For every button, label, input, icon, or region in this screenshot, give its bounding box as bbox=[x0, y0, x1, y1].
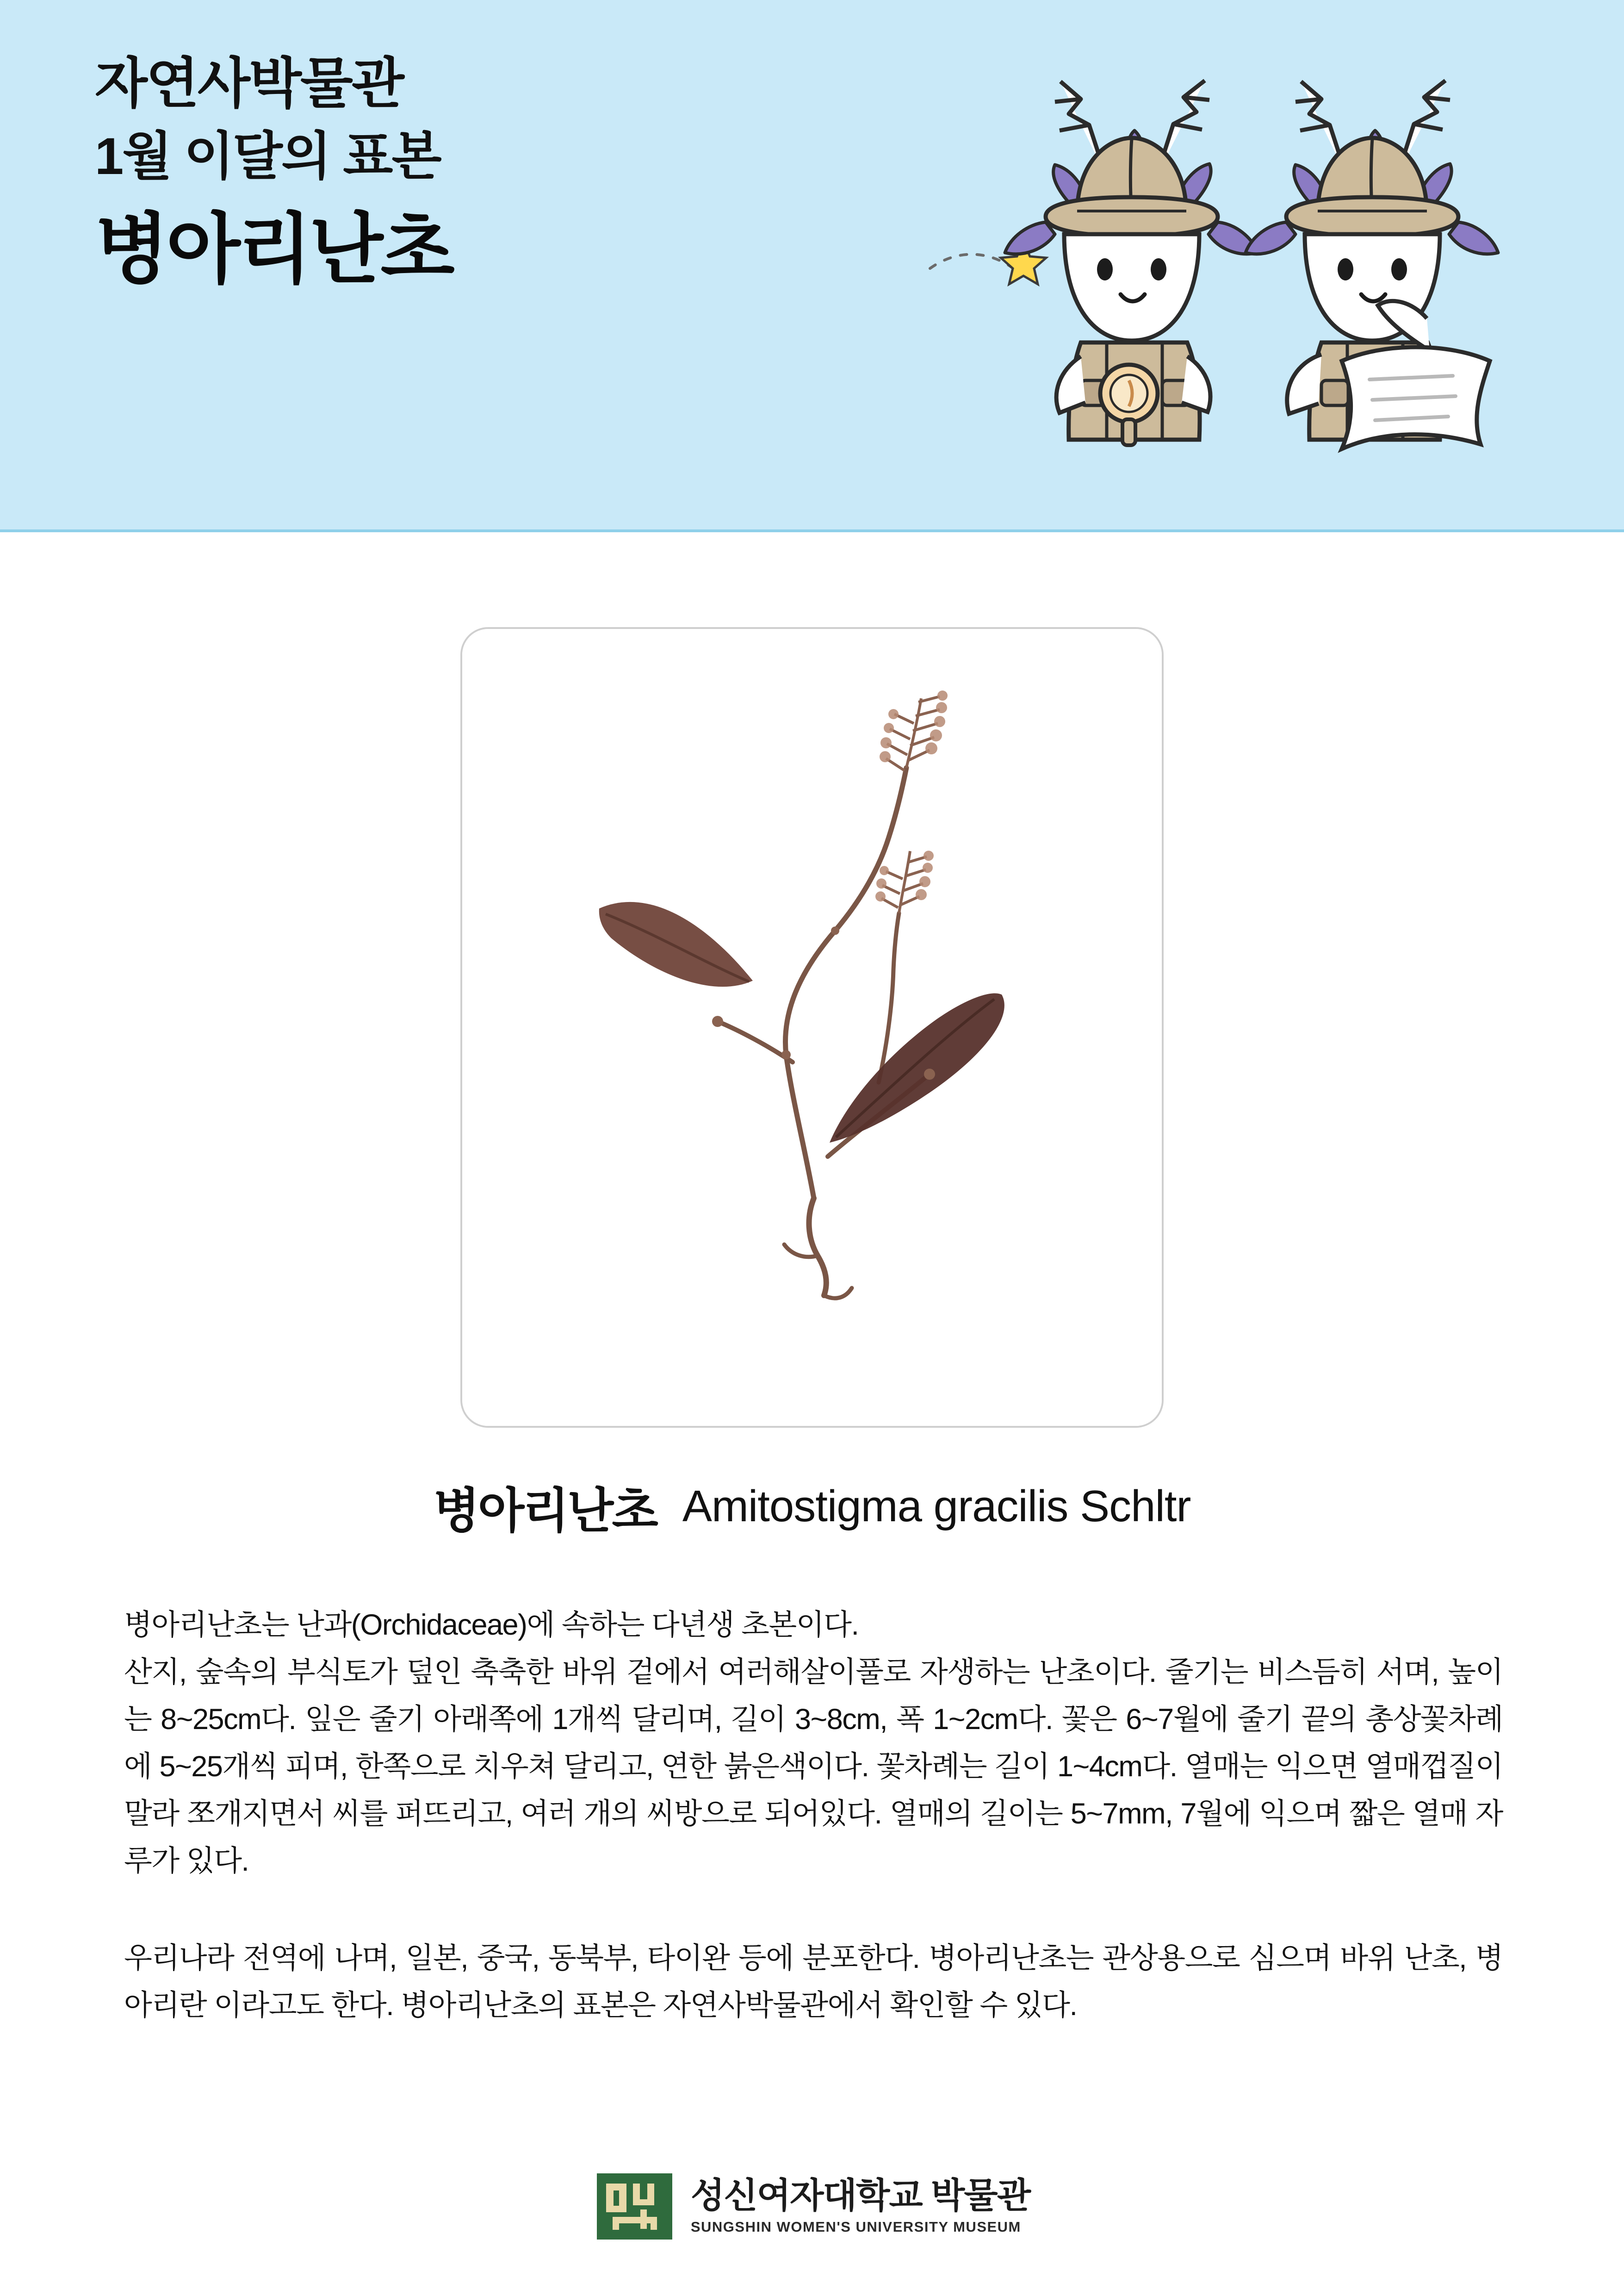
museum-logo-text bbox=[691, 2178, 1030, 2236]
poster-header bbox=[0, 0, 1624, 532]
specimen-photo-card bbox=[460, 627, 1164, 1428]
description-paragraph-1-rest: 산지, 숲속의 부식토가 덮인 축축한 바위 겉에서 여러해살이풀로 자생하는 난초이다. 줄기는 비스듬히 서며, 높이는 8~25cm다. 잎은 줄기 아래쪽에 1개씩 달리며, 길이 3~8cm, 폭 1~2cm다. 꽃은 6~7월에 줄기 끝의 총상꽃차례에 5~25개씩 피며, 한쪽으로 치우쳐 달리고, 연한 붉은색이다. 꽃차례는 길이 1~4cm다. 열매는 익으면 열매껍질이 말라 쪼개지면서 씨를 퍼뜨리고, 여러 개의 씨방으로 되어있다. 열매의 길이는 5~7mm, 7월에 익으며 짧은 열매 자루가 있다. bbox=[124, 1656, 1503, 1878]
museum-seal-icon bbox=[594, 2171, 675, 2242]
museum-logo-korean: 성신여자대학교 박물관 bbox=[690, 2176, 1030, 2215]
mascot-left bbox=[1005, 81, 1258, 445]
mascot-eye-right bbox=[1151, 258, 1166, 280]
specimen-scientific-name: Amitostigma gracilis Schltr bbox=[682, 1481, 1191, 1531]
specimen-korean-name: 병아리난초 bbox=[433, 1484, 657, 1538]
description-paragraph-2: 우리나라 전역에 나며, 일본, 중국, 동북부, 타이완 등에 분포한다. 병아리난초는 관상용으로 심으며 바위 난초, 병아리란 이라고도 한다. 병아리난초의 표본은 자연사박물관에서 확인할 수 있다. bbox=[124, 1942, 1503, 2022]
scroll-icon bbox=[1342, 347, 1490, 449]
mascot-eye-left bbox=[1097, 258, 1113, 280]
museum-logo-english: SUNGSHIN WOMEN'S UNIVERSITY MUSEUM bbox=[690, 2219, 1021, 2235]
footer-logo bbox=[0, 2171, 1624, 2242]
page-title: 병아리난초 bbox=[95, 207, 452, 293]
specimen-image-container bbox=[460, 627, 1164, 1428]
header-title-group bbox=[95, 51, 881, 292]
monthly-specimen-label: 1월 이달의 표본 bbox=[95, 127, 440, 185]
header-divider bbox=[0, 529, 1624, 532]
description-paragraph-1-line-1: 병아리난초는 난과(Orchidaceae)에 속하는 다년생 초본이다. bbox=[124, 1609, 859, 1641]
museum-name: 자연사박물관 bbox=[95, 53, 403, 114]
description-body bbox=[124, 1601, 1503, 2029]
herbarium-specimen-illustration bbox=[462, 629, 1162, 1426]
mascot-illustration bbox=[874, 69, 1596, 532]
paragraph-spacer bbox=[124, 1885, 1503, 1935]
mascot-right bbox=[1246, 81, 1498, 449]
specimen-name-line bbox=[0, 1472, 1624, 1541]
